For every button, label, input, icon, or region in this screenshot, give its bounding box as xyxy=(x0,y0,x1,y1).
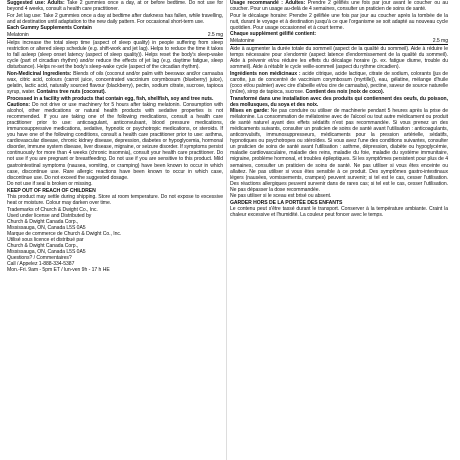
tree-nuts-note: Contains tree nuts (coconut). xyxy=(36,88,106,95)
suggested-use-text: Take 2 gummies once a day, at or before bedtime. Do not use for beyond 4 weeks, consult a health care practitioner. xyxy=(7,0,223,13)
trademarks-line: Trademarks of Church & Dwight Co., Inc. xyxy=(7,206,98,213)
processed-facility-note: Processed in a facility with products that contain egg, fish, shellfish, soy and tree nuts. xyxy=(7,95,214,102)
company-address-en: Mississauga, ON, Canada L5S 0A5 xyxy=(7,224,86,231)
hours-line: Mon.-Fri. 9am - 5pm ET / lun-ven 9h - 17 h HE xyxy=(7,267,110,274)
english-label-column xyxy=(7,0,223,460)
seal-warning-fr: Ne pas utiliser si le sceau est brisé ou absent. xyxy=(230,193,332,200)
melatonin-row xyxy=(7,32,223,38)
license-line: Used under license and Distributed by xyxy=(7,212,92,219)
usage-text: Prendre 2 gélifiés une fois par jour avant le coucher ou au coucher. Pour un usage au-delà de 4 semaines, consulter un praticien de soins de santé. xyxy=(230,0,448,13)
non-medicinal-paragraph xyxy=(7,71,223,95)
phone-line: Call / Appelez 1-888-334-5387 xyxy=(7,261,75,268)
keep-out-of-reach-fr: GARDER HORS DE LA PORTÉE DES ENFANTS xyxy=(230,199,343,206)
jet-lag-text: For Jet lag use: Take 2 gummies once a day at bedtime after darkness has fallen, while travelling, and at destination until adaptation to the new daily pattern. For occasional short-term use. xyxy=(7,12,223,25)
supplement-facts-title: Each Gummy Supplements Contain xyxy=(7,25,92,32)
non-medicinal-paragraph-fr xyxy=(230,71,448,95)
questions-line: Questions? / Commentaires? xyxy=(7,255,72,262)
warnings-paragraph-fr xyxy=(230,108,448,193)
company-name-en: Church & Dwight Canada Corp., xyxy=(7,218,79,225)
non-medicinal-text-fr: acide citrique, acide lactique, citrate de sodium, colorants (jus de carotte, jus de concentré de vaccinium corymbosum (myrtille)), eau, gélatine, mélange d'huile (coco et/ou palmier) avec cire d'abeille et/ou cire de carnauba), pectine, saveur de source naturelle (mûre), sirop de tapioca, sucrose. xyxy=(230,70,449,95)
suggested-use-paragraph xyxy=(7,0,223,12)
cautions-label: Cautions: xyxy=(7,102,31,109)
suggested-use-label: Suggested use: Adults: xyxy=(7,0,65,6)
melatonin-row-fr xyxy=(230,38,448,44)
storage-text: This product may settle during shipping. Store at room temperature. Do not expose to excessive heat or moisture. Colour may darken over time. xyxy=(7,194,223,207)
jetlag-text-fr: Pour le décalage horaire: Prendre 2 gélifiée une fois par jour au coucher après la tombée de la nuit, durant le voyage et à destination jusqu'à ce que l'organisme se soit adapté au nouveau cycle quotidien. Pour usage occasionnel et à court terme. xyxy=(230,12,448,31)
license-line-fr: Utilisé sous licence et distribué par xyxy=(7,237,84,244)
coconut-note-fr: Contient des noix (noix de coco). xyxy=(305,88,385,95)
melatonin-name: Melatonin xyxy=(7,31,29,38)
trademark-line-fr: Marque de commerce de Church & Dwight Co., Inc. xyxy=(7,231,122,238)
warnings-text-fr: Ne pas conduire ou utiliser de machinerie pendant 5 heures après la prise de mélatonine. La consommation de mélatonine avec de l'alcool ou tout autre médicament ou produit de santé naturel ayant des effets sédatifs n'est pas recommandée. Si vous prenez un des médicaments suivants, consulter un praticien de soins de santé avant l'utilisation : anticoagulants, anticonvulsifs, immunosuppresseurs, médicaments pour la pression artérielle, sédatifs, hypnotiques ou psychotropes ou stéroïdes. Si vous avez l'une des conditions suivantes, consulter un praticien de soins de santé avant l'utilisation : asthme, dépression, diabète ou hypoglycémie, maladie cardiovasculaire, maladie des reins, maladie du foie, maladie du système immunitaire, migraine, problème hormonal, et troubles épileptiques. Si les symptômes persistent pour plus de 4 semaines, consulter un praticien de soins de santé. Ne pas utiliser si vous êtes enceinte ou allaitez. Ne pas utiliser si vous êtes sensible à ce produit. Des symptômes gastro-intestinaux légers (nausées, vomissements, crampes) peuvent survenir; si tel est le cas, cesser l'utilisation. Des réactions allergiques peuvent survenir dans de rares cas; si tel est le cas, cesser l'utilisation. Ne pas dépasser la dose recommandée. xyxy=(230,108,449,193)
cautions-paragraph xyxy=(7,102,223,181)
non-medicinal-text: Blends of oils (coconut and/or palm with beeswax and/or carnauba wax, citric acid, colours (carrot juice, concentrated vaccinium corymbosum (blueberry) juice), gelatin, lactic acid, naturally sourced flavour (blackberry), pectin, sodium citrate, sucrose, tapioca syrup, water. xyxy=(7,70,223,95)
facts-title-fr: Chaque supplément gélifié contient: xyxy=(230,31,316,38)
seal-warning: Do not use if seal is broken or missing. xyxy=(7,181,93,188)
melatonin-name-fr: Mélatonine xyxy=(230,37,255,44)
warnings-label-fr: Mises en garde: xyxy=(230,108,269,115)
purpose-text: Helps increase the total sleep time (aspect of sleep quality) in people suffering from sleep restriction or altered sleep schedule (e.g. shift-work and jet lag). Helps to reduce the time it takes to fall asleep (sleep onset latency (aspect of sleep quality)). Helps reset the body's sleep-wake cycle (part of circadian rhythm) and/or reduce the effects of jet lag (e.g. daytime fatigue, sleep disturbance). Helps re-set the body's sleep-wake cycle (aspect of the circadian rhythm). xyxy=(7,40,223,71)
keep-out-of-reach: KEEP OUT OF REACH OF CHILDREN xyxy=(7,187,96,194)
storage-text-fr: Le contenu peut s'être tassé durant le transport. Conserver à la température ambiante. Craint la chaleur excessive et l'humidité. La couleur peut foncer avec le temps. xyxy=(230,206,448,219)
cautions-text: Do not drive or use machinery for 5 hours after taking melatonin. Consumption with alcohol, other medications or natural health products with sedative properties is not recommended. If you are taking one of the following medications, consult a health care practitioner prior to use: anticoagulant, anticonvulsant, blood pressure medications, immunosuppressive medications, sedative, hypnotic or psychotropic medications, or steroids. If you have one of the following conditions, consult a health care practitioner prior to use: asthma, cardiovascular disease, chronic kidney disease, depression, diabetes or hypoglycemia, hormonal disorder, immune system disease, liver disease, migraine, or seizure disorder. If symptoms persist continuously for more than 4 weeks (chronic insomnia), consult your health care practitioner. Do not use if you are pregnant or breastfeeding. Do not use if you are sensitive to this product. Mild gastrointestinal symptoms (nausea, vomiting, or cramping) have been known to occur in which case, discontinue use. Rare allergic reactions have been known to occur in which case, discontinue use. Do not exceed the suggested dosage. xyxy=(7,102,223,181)
usage-paragraph xyxy=(230,0,448,12)
usage-label: Usage recommandé : Adultes: xyxy=(230,0,306,6)
processed-facility-note-fr: Transformé dans une installation avec des produits qui contiennent des oeufs, du poisson, des mollusques, du soya et des noix. xyxy=(230,95,448,108)
french-label-column xyxy=(230,0,448,460)
panel-divider xyxy=(226,0,227,460)
company-address-fr: Mississauga, ON, Canada L5S 0A5 xyxy=(7,249,86,256)
melatonin-amount: 2.5 mg xyxy=(207,31,223,38)
company-name-fr: Church & Dwight Canada Corp., xyxy=(7,243,79,250)
non-medicinal-label-fr: Ingrédients non médicinaux : xyxy=(230,70,301,77)
melatonin-amount-fr: 2.5 mg xyxy=(432,37,448,44)
non-medicinal-label: Non-Medicinal Ingredients: xyxy=(7,70,72,77)
purpose-text-fr: Aide à augmenter la durée totale du sommeil (aspect de la qualité du sommeil). Aide à réduire le temps nécessaire pour s'endormir (aspect latence d'endormissement de la qualité du sommeil). Aide à prévenir et/ou réduire les effets du décalage horaire (p. ex. fatigue diurne, trouble du sommeil). Aide à rétablir le cycle veille-sommeil (aspect du rythme circadien). xyxy=(230,46,448,71)
